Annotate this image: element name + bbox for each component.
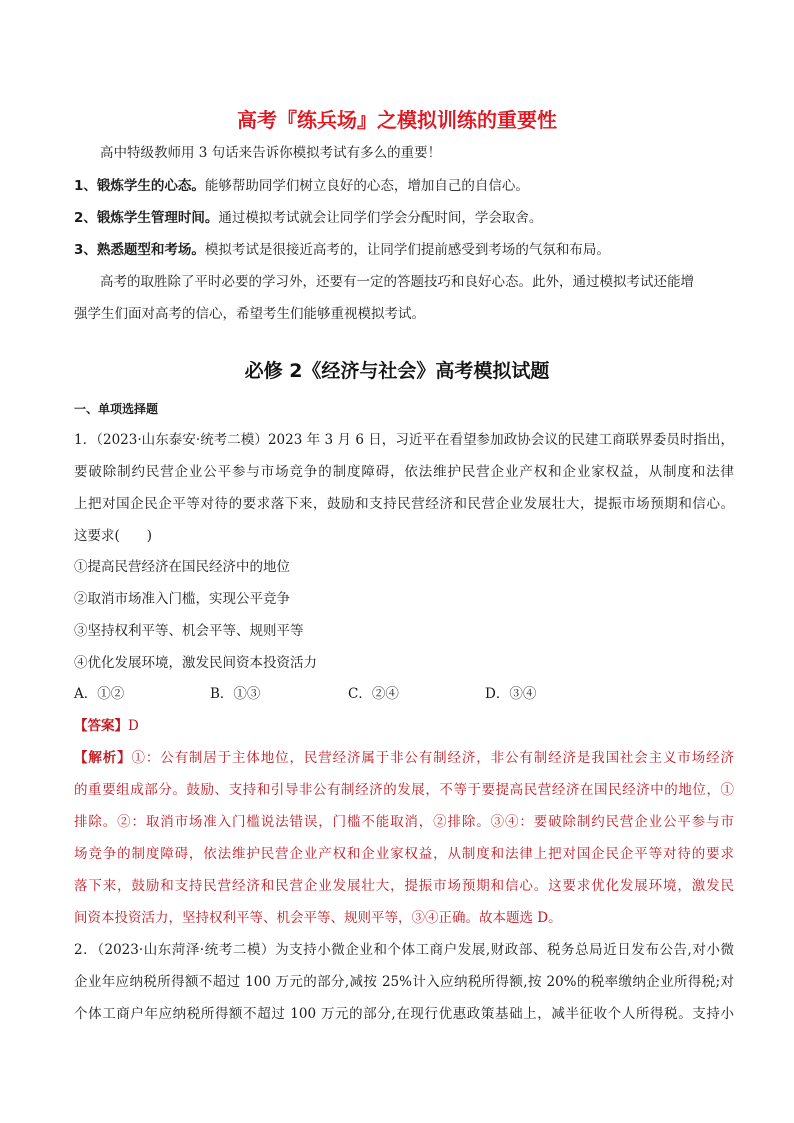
intro-closing-line-2: 强学生们面对高考的信心，希望考生们能够重视模拟考试。 — [74, 306, 425, 322]
q1-statement-4: ④优化发展环境，激发民间资本投资活力 — [74, 655, 317, 671]
point-head: 2、锻炼学生管理时间。 — [74, 210, 219, 226]
q2-stem-line-3: 个体工商户年应纳税所得额不超过 100 万元的部分,在现行优惠政策基础上，减半征收个人所得税。支持小 — [74, 1006, 734, 1022]
section-heading: 一、单项选择题 — [74, 402, 159, 416]
answer-label: 【答案】 — [74, 718, 128, 734]
q2-stem-line-2: 企业年应纳税所得额不超过 100 万元的部分,减按 25%计入应纳税所得额,按 20%的税率缴纳企业所得税;对 — [74, 974, 734, 990]
q1-analysis-line-5: 落下来，鼓励和支持民营经济和民营企业发展壮大，提振市场预期和信心。这要求优化发展环境，激发民 — [74, 878, 734, 894]
intro-point-2 — [74, 208, 542, 228]
point-head: 1、锻炼学生的心态。 — [74, 178, 205, 194]
intro-point-1 — [74, 176, 529, 196]
analysis-label: 【解析】 — [74, 750, 132, 766]
q1-option-a: A．①② — [74, 686, 125, 702]
q1-stem-line-3: 上把对国企民企平等对待的要求落下来，鼓励和支持民营经济和民营企业发展壮大，提振市场预期和信心。 — [74, 496, 734, 512]
analysis-text: ①：公有制居于主体地位，民营经济属于非公有制经济，非公有制经济是我国社会主义市场经济 — [131, 750, 734, 766]
q1-statement-3: ③坚持权利平等、机会平等、规则平等 — [74, 623, 304, 639]
point-text: 模拟考试是很接近高考的，让同学们提前感受到考场的气氛和布局。 — [204, 242, 610, 258]
q1-option-d: D．③④ — [485, 686, 537, 702]
exam-title: 必修 2《经济与社会》高考模拟试题 — [244, 360, 550, 382]
q1-statement-2: ②取消市场准入门槛，实现公平竞争 — [74, 591, 290, 607]
q1-stem-line-4: 这要求( ) — [74, 528, 153, 544]
point-text: 通过模拟考试就会让同学们学会分配时间，学会取舍。 — [218, 210, 543, 226]
q1-stem-line-2: 要破除制约民营企业公平参与市场竞争的制度障碍，依法维护民营企业产权和企业家权益，从制度和法律 — [74, 464, 734, 480]
point-head: 3、熟悉题型和考场。 — [74, 242, 205, 258]
intro-title: 高考『练兵场』之模拟训练的重要性 — [237, 108, 557, 132]
intro-point-3 — [74, 240, 610, 260]
q1-analysis-line-3: 排除。②：取消市场准入门槛说法错误，门槛不能取消，②排除。③④：要破除制约民营企业公平参与市 — [74, 814, 734, 830]
answer-value: D — [128, 718, 139, 734]
q1-option-b: B．①③ — [210, 686, 261, 702]
q1-analysis-line-6: 间资本投资活力，坚持权利平等、机会平等、规则平等，③④正确。故本题选 D。 — [74, 910, 562, 926]
q1-analysis-line-2: 的重要组成部分。鼓励、支持和引导非公有制经济的发展，不等于要提高民营经济在国民经济中的地位，① — [74, 782, 734, 798]
q2-stem-line-1: 2．（2023·山东菏泽·统考二模）为支持小微企业和个体工商户发展,财政部、税务总局近日发布公告,对小微 — [74, 942, 734, 958]
q1-analysis-line-4: 场竞争的制度障碍，依法维护民营企业产权和企业家权益，从制度和法律上把对国企民企平等对待的要求 — [74, 846, 734, 862]
intro-lead: 高中特级教师用 3 句话来告诉你模拟考试有多么的重要！ — [100, 145, 442, 161]
q1-option-c: C．②④ — [348, 686, 399, 702]
q1-analysis-line-1 — [74, 748, 734, 768]
intro-closing-line-1: 高考的取胜除了平时必要的学习外，还要有一定的答题技巧和良好心态。此外，通过模拟考试还能增 — [100, 274, 694, 290]
point-text: 能够帮助同学们树立良好的心态，增加自己的自信心。 — [204, 178, 529, 194]
q1-statement-1: ①提高民营经济在国民经济中的地位 — [74, 559, 290, 575]
q1-stem-line-1: 1．（2023·山东泰安·统考二模）2023 年 3 月 6 日，习近平在看望参加政协会议的民建工商联界委员时指出， — [74, 432, 734, 448]
q1-answer — [74, 716, 139, 736]
